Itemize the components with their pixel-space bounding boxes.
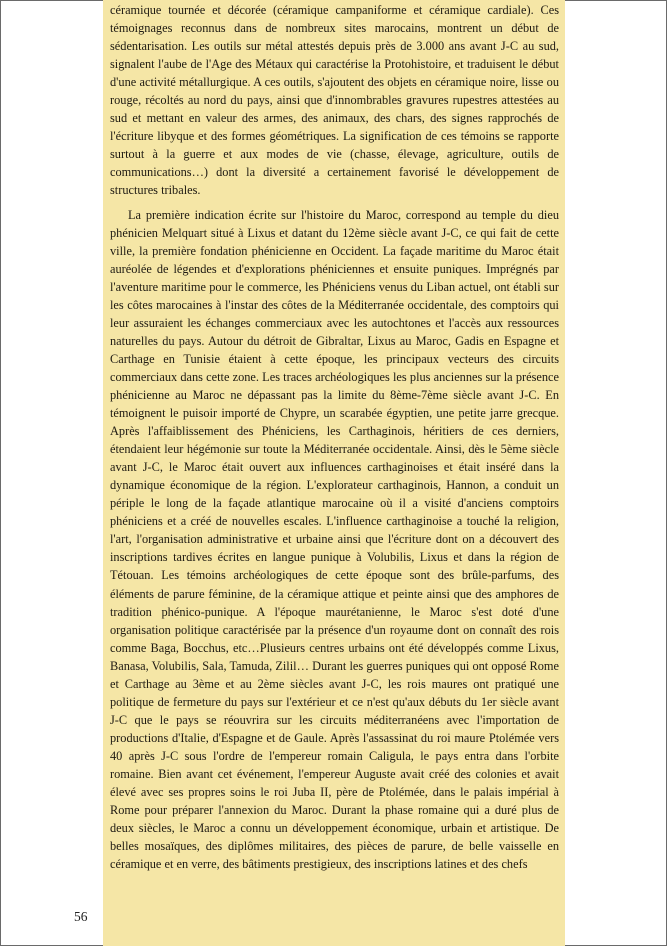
- text-column: [103, 0, 565, 946]
- page-number: 56: [74, 909, 88, 924]
- paragraph-prehistory: céramique tournée et décorée (céramique campaniforme et céramique cardiale). Ces témoignages reconnus dans de nombreux sites marocains, montrent un début de sédentarisation. Les outils sur métal attestés depuis près de 3.000 ans avant J-C au sud, signalent l'aube de l'Age des Métaux qui caractérise la Protohistoire, et traduisent le début d'une activité métallurgique. A ces outils, s'ajoutent des objets en céramique noire, lisse ou rouge, récoltés au nord du pays, ainsi que d'innombrables gravures rupestres attestées au sud et mettant en valeur des armes, des animaux, des chars, des signes rapprochés de l'écriture libyque et des formes géométriques. La signification de ces témoins se rapporte surtout à la guerre et aux modes de vie (chasse, élevage, agriculture, outils de communications…) dont la diversité a certainement favorisé le développement de structures tribales.: [110, 3, 559, 198]
- paragraph-phoenician-history: La première indication écrite sur l'histoire du Maroc, correspond au temple du dieu phénicien Melquart situé à Lixus et datant du 12ème siècle avant J-C, ce qui fait de cette ville, la première fondation phénicienne en Occident. La façade maritime du Maroc était auréolée de légendes et d'explorations phéniciennes et ensuite puniques. Imprégnés par l'aventure maritime pour le commerce, les Phéniciens venus du Liban actuel, ont établi sur les côtes marocaines à l'instar des côtes de la Méditerranée occidentale, des comptoirs qui leur assuraient les échanges commerciaux avec les autochtones et l'accès aux ressources naturelles du pays. Autour du détroit de Gibraltar, Lixus au Maroc, Gadis en Espagne et Carthage en Tunisie étaient à cette époque, les principaux vecteurs des circuits commerciaux dans cette zone. Les traces archéologiques les plus anciennes sur la présence phénicienne au Maroc ne dépassant pas la limite du 8ème-7ème siècle avant J-C. En témoignent le puisoir importé de Chypre, un scarabée égyptien, une petite jarre grecque. Après l'affaiblissement des Phéniciens, les Carthaginois, héritiers de ces derniers, étendaient leur hégémonie sur toute la Méditerranée occidentale. Ainsi, dès le 5ème siècle avant J-C, le Maroc était ouvert aux influences carthaginoises et était inséré dans la dynamique économique de la région. L'explorateur carthaginois, Hannon, a conduit un périple le long de la façade atlantique marocaine où il a visité d'anciens comptoirs phéniciens et a créé de nouvelles escales. L'influence carthaginoise a touché la religion, l'art, l'organisation administrative et urbaine ainsi que l'écriture dont on a découvert des inscriptions tardives écrites en langue punique à Volubilis, Lixus et dans la région de Tétouan. Les témoins archéologiques de cette époque sont des brûle-parfums, des éléments de parure féminine, de la céramique attique et peinte ainsi que des amphores de tradition phénico-punique. A l'époque maurétanienne, le Maroc s'est doté d'une organisation politique caractérisée par la présence d'un royaume dont on connaît des rois comme Baga, Bocchus, etc…Plusieurs centres urbains ont été développés comme Lixus, Banasa, Volubilis, Sala, Tamuda, Zilil… Durant les guerres puniques qui ont opposé Rome et Carthage au 3ème et au 2ème siècles avant J-C, les rois maures ont pratiqué une politique de fermeture du pays sur l'extérieur et ce n'est qu'aux débuts du 1er siècle avant J-C que le pays se réouvrira sur les circuits méditerranéens avec l'importation de productions d'Italie, d'Espagne et de Gaule. Après l'assassinat du roi maure Ptolémée vers 40 après J-C sous l'ordre de l'empereur romain Caligula, le pays entra dans l'orbite romaine. Bien avant cet événement, l'empereur Auguste avait créé des colonies et avait élevé avec ses propres soins le roi Juba II, père de Ptolémée, dans le palais impérial à Rome pour préparer l'annexion du Maroc. Durant la phase romaine qui a duré plus de deux siècles, le Maroc a connu un développement économique, urbain et artistique. De belles mosaïques, des diplômes militaires, des pièces de parure, de belle vaisselle en céramique et en verre, des bâtiments prestigieux, des inscriptions latines et des chefs: [110, 207, 559, 872]
